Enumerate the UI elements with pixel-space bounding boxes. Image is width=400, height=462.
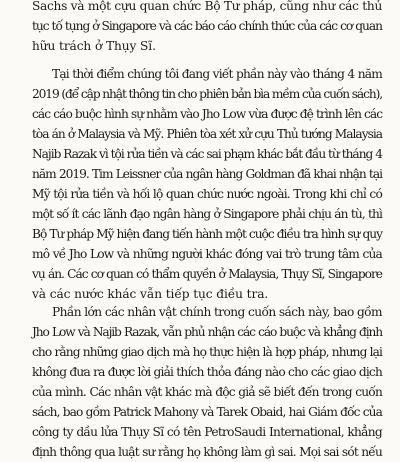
text-line: định thông qua luật sư rằng họ không làm gì sai. Mọi sai sót nếu bbox=[32, 445, 382, 459]
text-line: hữu trách ở Thụy Sĩ. bbox=[32, 39, 156, 53]
text-line: một số ít các lãnh đạo ngân hàng ở Singapore phải chịu án tù, thì bbox=[32, 207, 382, 221]
text-line: cho rằng những giao dịch mà họ thực hiện là hợp pháp, nhưng lại bbox=[32, 345, 382, 359]
text-line: công ty dầu lửa Thụy Sĩ có tên PetroSaudi International, khẳng bbox=[32, 425, 382, 439]
text-line: Mỹ tội rửa tiền và hối lộ quan chức nước ngoài. Trong khi chỉ có bbox=[32, 187, 382, 201]
text-line: tòa án ở Malaysia và Mỹ. Phiên tòa xét xử cựu Thủ tướng Malaysia bbox=[32, 127, 382, 141]
text-line: Phần lớn các nhân vật chính trong cuốn sách này, bao gồm bbox=[52, 305, 382, 319]
text-line: sách, bao gồm Patrick Mahony và Tarek Obaid, hai Giám đốc của bbox=[32, 405, 382, 419]
text-line: Sachs và một cựu quan chức Bộ Tư pháp, cũng như các thủ bbox=[32, 0, 382, 13]
text-line: và các nước khác vẫn tiếp tục điều tra. bbox=[32, 287, 269, 301]
text-line: Jho Low và Najib Razak, vẫn phủ nhận các cáo buộc và khẳng định bbox=[32, 325, 382, 339]
text-line: vụ án. Các cơ quan có thẩm quyền ở Malaysia, Thụy Sĩ, Singapore bbox=[32, 267, 382, 281]
text-line: 2019 (để cập nhật thông tin cho phiên bản bìa mềm của cuốn sách), bbox=[32, 87, 382, 101]
text-line: tục tố tụng ở Singapore và các báo cáo chính thức của các cơ quan bbox=[32, 19, 382, 33]
text-line: Tại thời điểm chúng tôi đang viết phần này vào tháng 4 năm bbox=[52, 67, 382, 81]
text-line: không đưa ra được lời giải thích thỏa đáng nào cho các giao dịch bbox=[32, 365, 382, 379]
text-line: mô về Jho Low và những người khác đóng vai trò trung tâm của bbox=[32, 247, 382, 261]
text-line: năm 2019. Tim Leissner của ngân hàng Goldman đã khai nhận tại bbox=[32, 167, 382, 181]
text-line: các cáo buộc hình sự nhằm vào Jho Low vừa được đệ trình lên các bbox=[32, 107, 383, 121]
text-line: Bộ Tư pháp Mỹ hiện đang tiến hành một cuộc điều tra hình sự quy bbox=[32, 227, 382, 241]
text-line: của mình. Các nhân vật khác mà độc giả sẽ biết đến trong cuốn bbox=[32, 385, 382, 399]
text-line: Najib Razak vì tội rửa tiền và các sai phạm khác bắt đầu từ tháng 4 bbox=[32, 147, 382, 161]
